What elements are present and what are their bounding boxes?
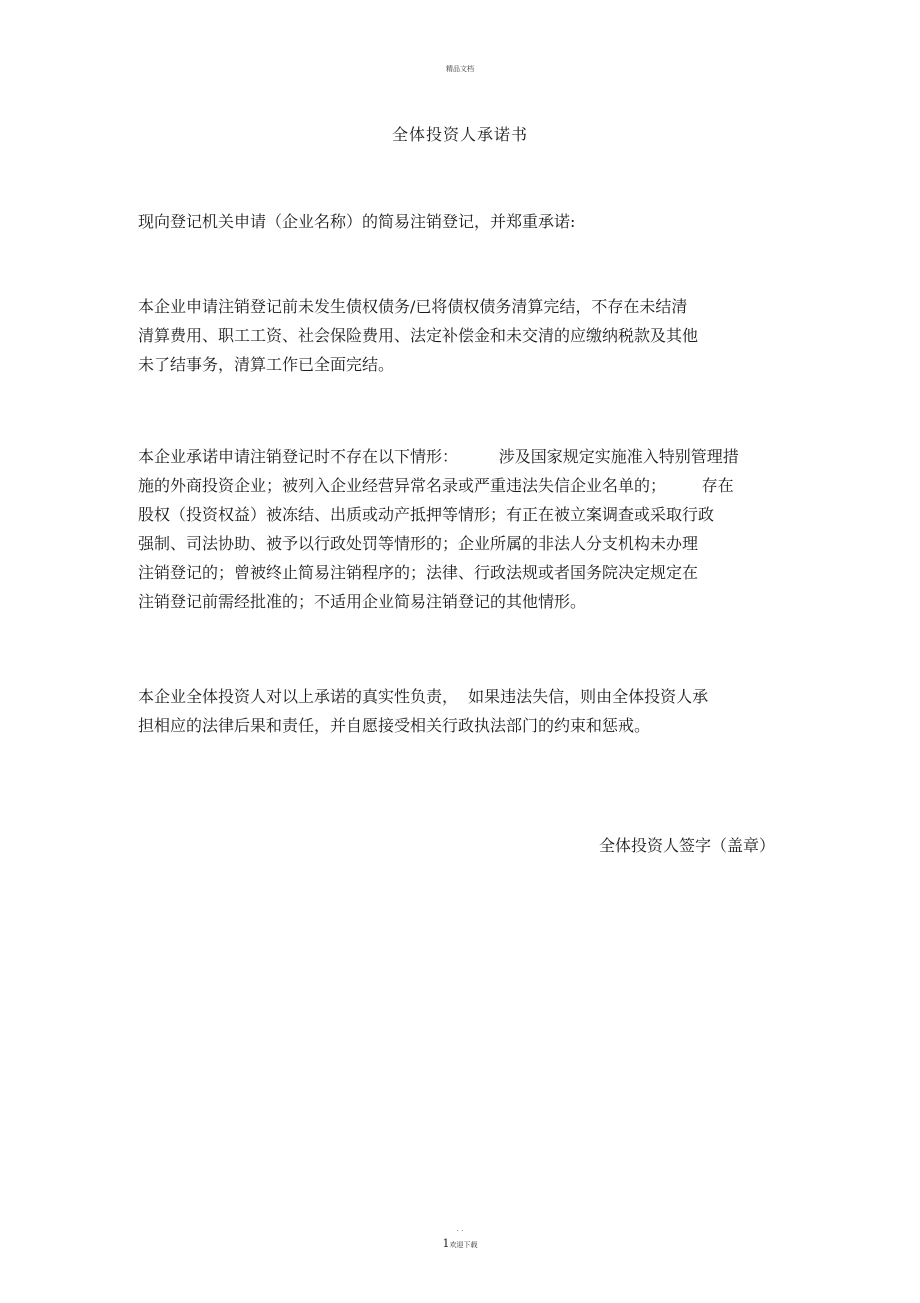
footer-dots: . .	[456, 1225, 464, 1233]
paragraph-exclusions	[138, 442, 788, 616]
paragraph-line: 本企业承诺申请注销登记时不存在以下情形： 涉及国家规定实施准入特别管理措	[138, 447, 739, 466]
paragraph-line: 未了结事务，清算工作已全面完结。	[138, 355, 395, 374]
paragraph-responsibility	[138, 682, 788, 740]
paragraph-line: 股权（投资权益）被冻结、出质或动产抵押等情形；有正在被立案调查或采取行政	[138, 505, 715, 524]
paragraph-line: 施的外商投资企业；被列入企业经营异常名录或严重违法失信企业名单的； 存在	[138, 476, 734, 495]
signature-line: 全体投资人签字（盖章）	[598, 836, 775, 855]
paragraph-line: 注销登记的；曾被终止简易注销程序的；法律、行政法规或者国务院决定规定在	[138, 563, 699, 582]
intro-line: 现向登记机关申请（企业名称）的简易注销登记，并郑重承诺:	[138, 212, 576, 231]
header-note: 精品文档	[446, 65, 474, 73]
paragraph-line: 本企业申请注销登记前未发生债权债务/已将债权债务清算完结，不存在未结清	[138, 297, 688, 316]
paragraph-line: 强制、司法协助、被予以行政处罚等情形的；企业所属的非法人分支机构未办理	[138, 534, 699, 553]
document-title: 全体投资人承诺书	[391, 125, 528, 144]
paragraph-line: 本企业全体投资人对以上承诺的真实性负责， 如果违法失信，则由全体投资人承	[138, 687, 709, 706]
intro-paragraph	[138, 207, 788, 236]
paragraph-line: 清算费用、职工工资、社会保险费用、法定补偿金和未交清的应缴纳税款及其他	[138, 326, 699, 345]
page-footer	[0, 1226, 920, 1251]
paragraph-line: 担相应的法律后果和责任，并自愿接受相关行政执法部门的约束和惩戒。	[138, 716, 651, 735]
paragraph-line: 注销登记前需经批准的；不适用企业简易注销登记的其他情形。	[138, 592, 587, 611]
footer-note: 欢迎下载	[449, 1241, 478, 1249]
paragraph-liquidation	[138, 292, 788, 379]
page-number: 1	[442, 1237, 450, 1250]
